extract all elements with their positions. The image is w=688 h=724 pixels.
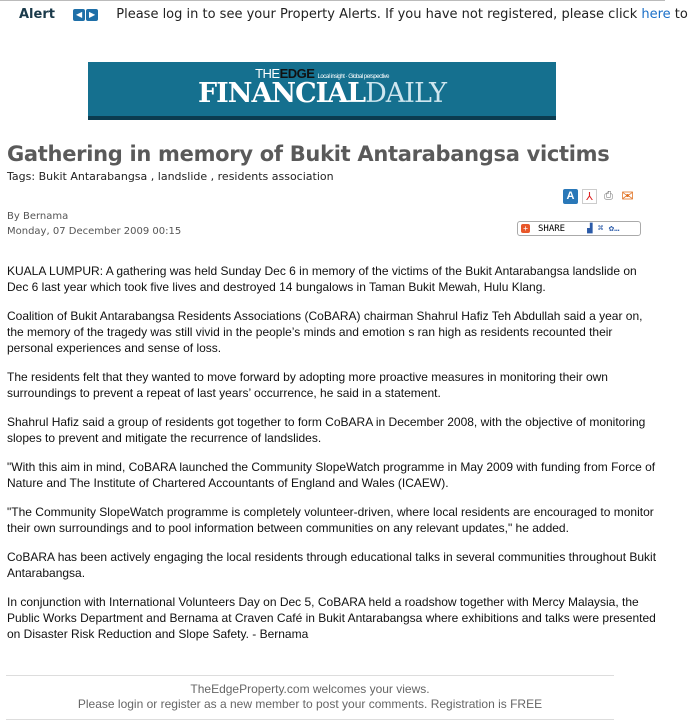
article-tools [563, 189, 635, 204]
footer-line: Please login or register as a new member to post your comments. Registration is FREE [77, 697, 543, 711]
top-border [0, 0, 665, 1]
plus-icon: + [521, 224, 530, 233]
footer-line: TheEdgeProperty.com welcomes your views. [190, 682, 430, 696]
logo-financial: FINANCIAL [197, 78, 366, 109]
alert-message: Please log in to see your Property Alerts. If you have not registered, please click [116, 7, 642, 22]
comments-notice [6, 675, 614, 720]
pdf-icon[interactable]: ⅄ [582, 189, 597, 204]
tag-link[interactable]: landslide [157, 170, 208, 183]
financial-daily-logo[interactable] [88, 62, 556, 120]
logo-tagline: Local insight · Global perspective [317, 74, 389, 80]
tags: Tags: Bukit Antarabangsa , landslide , residents association [7, 170, 334, 183]
author: By Bernama [7, 211, 69, 222]
publish-date: Monday, 07 December 2009 00:15 [7, 226, 182, 237]
tag-link[interactable]: residents association [217, 170, 334, 183]
share-button[interactable] [517, 221, 641, 236]
prev-arrow-icon[interactable]: ◀ [73, 9, 85, 21]
share-label: SHARE [538, 224, 566, 234]
logo-edge: EDGE [279, 66, 315, 81]
next-arrow-icon[interactable]: ▶ [86, 9, 98, 21]
alert-bar [19, 7, 688, 22]
register-link[interactable]: here [641, 7, 671, 22]
article-title: Gathering in memory of Bukit Antarabangsa victims [7, 142, 610, 166]
print-icon[interactable]: ⎙ [604, 190, 613, 202]
social-icons: ▟ ⌘ ✿… [587, 224, 620, 234]
tags-label: Tags: [7, 170, 39, 183]
article-body [7, 263, 657, 655]
paragraph: The residents felt that they wanted to move forward by adopting more proactive measures in monitoring their own surroundings to prevent a repeat of last years’ occurrence, he said in a statement. [7, 370, 608, 400]
alert-label: Alert [19, 7, 55, 22]
alert-message-end: to [670, 7, 688, 22]
font-size-icon[interactable]: A [563, 189, 578, 204]
logo-the: THE [255, 66, 280, 81]
paragraph: Shahrul Hafiz said a group of residents got together to form CoBARA in December 2008, with the objective of monitoring slopes to prevent and mitigate the recurrence of landslides. [7, 415, 646, 445]
paragraph: Coalition of Bukit Antarabangsa Residents Associations (CoBARA) chairman Shahrul Hafiz Teh Abdullah said a year on, the memory of the tragedy was still vivid in the people’s minds and emotion s ran high as residents recounted their personal experiences and sense of loss. [7, 309, 643, 355]
tag-link[interactable]: Bukit Antarabangsa [38, 170, 148, 183]
email-icon[interactable]: ✉ [621, 188, 634, 205]
paragraph: KUALA LUMPUR: A gathering was held Sunday Dec 6 in memory of the victims of the Bukit Antarabangsa landslide on Dec 6 last year which took five lives and destroyed 14 bungalows in Taman Bukit Mewah, Hulu Klang. [7, 264, 637, 294]
paragraph: "The Community SlopeWatch programme is completely volunteer-driven, where local residents are encouraged to monitor their own surroundings and to pool information between communities on any relevant updates," he added. [7, 505, 654, 535]
logo-daily: DAILY [365, 78, 446, 109]
paragraph: CoBARA has been actively engaging the local residents through educational talks in several communities throughout Bukit Antarabangsa. [7, 550, 657, 580]
paragraph: In conjunction with International Volunteers Day on Dec 5, CoBARA held a roadshow together with Mercy Malaysia, the Public Works Department and Bernama at Craven Café in Bukit Antarabangsa where exhibitions and talks were presented on Disaster Risk Reduction and Slope Safety. - Bernama [7, 595, 656, 641]
paragraph: "With this aim in mind, CoBARA launched the Community SlopeWatch programme in May 2009 with funding from Force of Nature and The Institute of Chartered Accountants of England and Wales (ICAEW). [7, 460, 656, 490]
byline [7, 209, 181, 239]
